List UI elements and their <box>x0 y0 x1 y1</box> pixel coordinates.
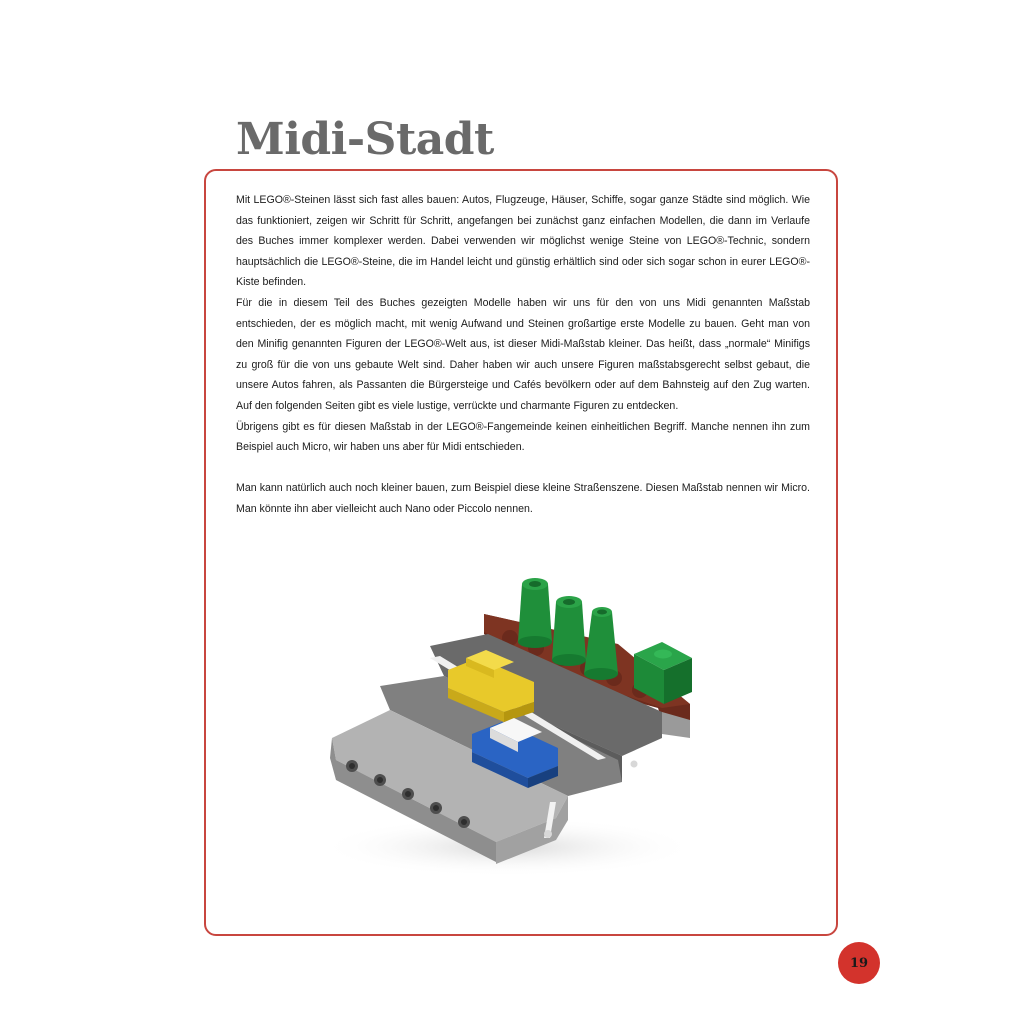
paragraph-3: Übrigens gibt es für diesen Maßstab in der LEGO®-Fangemeinde keinen einheitlichen Begriff. Manche nennen ihn zum Beispiel auch Micro, wir haben uns aber für Midi entschieden. <box>236 420 810 454</box>
lego-street-scene-photo <box>318 562 718 882</box>
page-number: 19 <box>838 942 880 984</box>
page-title: Midi-Stadt <box>236 114 494 165</box>
paragraph-2: Für die in diesem Teil des Buches gezeigten Modelle haben wir uns für den von uns Midi genannten Maßstab entschieden, der es möglich macht, mit wenig Aufwand und Steinen großartige erste Modelle zu bauen. Geht man von den Minifig genannten Figuren der LEGO®-Welt aus, ist dieser Midi-Maßstab kleiner. Das heißt, dass „normale“ Minifigs zu groß für die von uns gebaute Welt sind. Daher haben wir auch unsere Figuren maßstabsgerecht selbst gebaut, die unsere Autos fahren, als Passanten die Bürgersteige und Cafés bevölkern oder auf dem Bahnsteig auf den Zug warten. Auf den folgenden Seiten gibt es viele lustige, verrückte und charmante Figuren zu entdecken. <box>236 296 810 412</box>
paragraph-4: Man kann natürlich auch noch kleiner bauen, zum Beispiel diese kleine Straßenszene. Diesen Maßstab nennen wir Micro. Man könnte ihn aber vielleicht auch Nano oder Piccolo nennen. <box>236 482 810 515</box>
paragraph-1: Mit LEGO®-Steinen lässt sich fast alles bauen: Autos, Flugzeuge, Häuser, Schiffe, sogar ganze Städte sind möglich. Wie das funktioniert, zeigen wir Schritt für Schritt, angefangen bei zunächst ganz einfachen Modellen, die dann im Verlaufe des Buches immer komplexer werden. Dabei verwenden wir möglichst wenige Steine von LEGO®-Technic, sondern hauptsächlich die LEGO®-Steine, die im Handel leicht und günstig erhältlich sind oder sich sogar schon in eurer LEGO®-Kiste befinden. <box>236 194 810 289</box>
body-text <box>236 190 810 520</box>
